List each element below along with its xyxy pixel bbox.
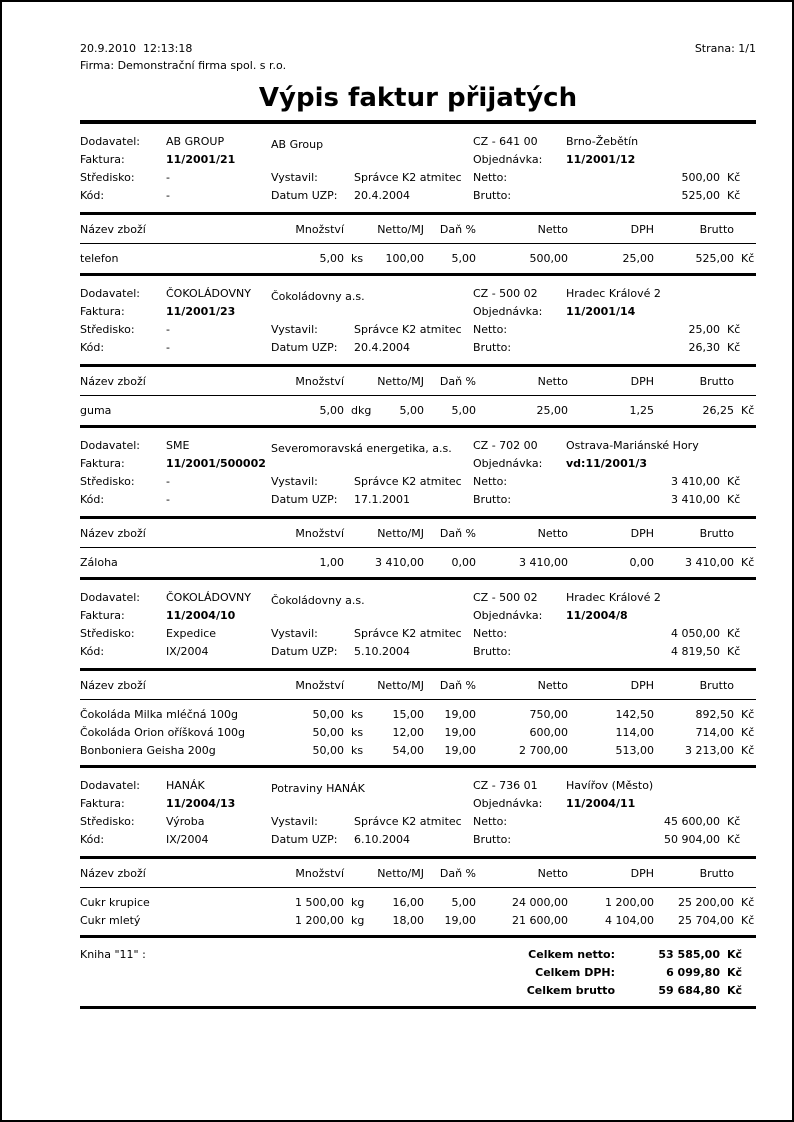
item-dph: 142,50: [615, 708, 654, 721]
col-currency: [734, 215, 756, 244]
item-unit: ks: [351, 708, 364, 721]
code-label: Kód:: [80, 645, 105, 658]
item-name: Čokoláda Milka mléčná 100g: [80, 708, 238, 721]
brutto-label: Brutto:: [473, 493, 512, 506]
items-header-row: [80, 519, 756, 548]
info-row: [80, 473, 756, 491]
item-name: Záloha: [80, 556, 118, 569]
currency: Kč: [727, 645, 741, 658]
code-value: -: [166, 493, 170, 506]
total-brutto-value: 59 684,80: [658, 984, 720, 997]
item-row: [80, 912, 756, 935]
supplier-label: Dodavatel:: [80, 591, 141, 604]
brutto-amount: 525,00: [681, 189, 720, 202]
page-header: [80, 2, 756, 74]
total-dph-label: Celkem DPH:: [535, 966, 615, 979]
info-row: [80, 437, 756, 455]
issuer-value: Správce K2 atmitec: [354, 475, 462, 488]
info-row: [80, 133, 756, 151]
date-uzp-value: 17.1.2001: [354, 493, 410, 506]
invoice-label: Faktura:: [80, 797, 125, 810]
item-qty: 1 500,00: [295, 896, 344, 909]
supplier-name: Čokoládovny a.s.: [271, 594, 365, 607]
total-brutto-row: [527, 982, 756, 1000]
col-name: Název zboží: [80, 375, 146, 388]
invoice-block-5: [80, 768, 756, 938]
issuer-label: Vystavil:: [271, 171, 318, 184]
item-tax: 19,00: [444, 708, 476, 721]
col-brutto: Brutto: [699, 375, 734, 388]
item-currency: Kč: [741, 744, 755, 757]
item-brutto: 714,00: [695, 726, 734, 739]
order-number: 11/2004/8: [566, 609, 628, 622]
col-dph: DPH: [630, 867, 654, 880]
code-label: Kód:: [80, 833, 105, 846]
item-currency: Kč: [741, 252, 755, 265]
item-netto: 21 600,00: [512, 914, 568, 927]
item-brutto: 25 200,00: [678, 896, 734, 909]
center-value: -: [166, 323, 170, 336]
col-brutto: Brutto: [699, 527, 734, 540]
invoice-label: Faktura:: [80, 609, 125, 622]
total-netto-label: Celkem netto:: [528, 948, 615, 961]
col-qty: Množství: [295, 527, 344, 540]
info-row: [80, 169, 756, 187]
col-brutto: Brutto: [699, 223, 734, 236]
item-brutto: 3 213,00: [685, 744, 734, 757]
center-value: Výroba: [166, 815, 205, 828]
item-netto: 2 700,00: [519, 744, 568, 757]
col-netto: Netto: [537, 867, 568, 880]
col-unit: [344, 671, 374, 700]
col-tax: Daň %: [439, 223, 476, 236]
item-dph: 114,00: [615, 726, 654, 739]
invoice-number: 11/2004/13: [166, 797, 236, 810]
currency: Kč: [727, 171, 741, 184]
item-netto: 750,00: [529, 708, 568, 721]
item-qty: 5,00: [319, 252, 344, 265]
issuer-value: Správce K2 atmitec: [354, 323, 462, 336]
netto-amount: 500,00: [681, 171, 720, 184]
currency: Kč: [727, 493, 741, 506]
item-unit: kg: [351, 914, 365, 927]
item-unit: ks: [351, 744, 364, 757]
date-uzp-value: 6.10.2004: [354, 833, 410, 846]
col-netto: Netto: [537, 679, 568, 692]
item-brutto: 892,50: [695, 708, 734, 721]
invoice-number: 11/2001/23: [166, 305, 236, 318]
netto-label: Netto:: [473, 475, 508, 488]
item-dph: 0,00: [629, 556, 654, 569]
total-netto-row: [527, 946, 756, 964]
center-label: Středisko:: [80, 475, 135, 488]
col-dph: DPH: [630, 375, 654, 388]
currency: Kč: [727, 475, 741, 488]
total-dph-value: 6 099,80: [666, 966, 720, 979]
col-unit: [344, 519, 374, 548]
supplier-label: Dodavatel:: [80, 439, 141, 452]
item-currency: Kč: [741, 896, 755, 909]
item-qty: 50,00: [312, 744, 344, 757]
invoice-info: [80, 124, 756, 212]
currency: Kč: [727, 966, 743, 979]
info-row: [80, 321, 756, 339]
item-tax: 19,00: [444, 744, 476, 757]
postal-code: CZ - 641 00: [473, 135, 538, 148]
col-netto-mj: Netto/MJ: [377, 223, 424, 236]
invoice-label: Faktura:: [80, 457, 125, 470]
code-value: -: [166, 189, 170, 202]
supplier-code: SME: [166, 439, 190, 452]
bottom-rule: [80, 1006, 756, 1009]
item-netto: 500,00: [529, 252, 568, 265]
item-currency: Kč: [741, 914, 755, 927]
items-header-row: [80, 367, 756, 396]
items-table: [80, 519, 756, 577]
col-tax: Daň %: [439, 867, 476, 880]
col-unit: [344, 367, 374, 396]
item-name: Čokoláda Orion oříšková 100g: [80, 726, 246, 739]
items-header-row: [80, 215, 756, 244]
center-value: -: [166, 475, 170, 488]
netto-amount: 45 600,00: [664, 815, 720, 828]
col-name: Název zboží: [80, 223, 146, 236]
info-row: [80, 589, 756, 607]
page-number: Strana: 1/1: [694, 42, 756, 55]
item-unit: kg: [351, 896, 365, 909]
report-title: Výpis faktur přijatých: [258, 83, 578, 113]
netto-label: Netto:: [473, 815, 508, 828]
netto-label: Netto:: [473, 323, 508, 336]
col-qty: Množství: [295, 867, 344, 880]
item-unit: [344, 548, 374, 578]
col-currency: [734, 367, 756, 396]
center-value: Expedice: [166, 627, 217, 640]
brutto-amount: 26,30: [688, 341, 720, 354]
brutto-label: Brutto:: [473, 645, 512, 658]
book-label: Kniha "11" :: [80, 948, 146, 961]
date-uzp-label: Datum UZP:: [271, 341, 338, 354]
col-currency: [734, 519, 756, 548]
netto-amount: 4 050,00: [671, 627, 720, 640]
date-uzp-label: Datum UZP:: [271, 493, 338, 506]
brutto-amount: 3 410,00: [671, 493, 720, 506]
city: Hradec Králové 2: [566, 591, 661, 604]
item-name: guma: [80, 404, 112, 417]
item-currency: Kč: [741, 404, 755, 417]
col-name: Název zboží: [80, 867, 146, 880]
code-label: Kód:: [80, 189, 105, 202]
invoice-block-1: [80, 124, 756, 276]
col-currency: [734, 859, 756, 888]
city: Brno-Žebětín: [566, 135, 639, 148]
col-dph: DPH: [630, 679, 654, 692]
netto-amount: 3 410,00: [671, 475, 720, 488]
supplier-code: ČOKOLÁDOVNY: [166, 287, 251, 300]
item-netto-mj: 5,00: [399, 404, 424, 417]
supplier-name: Potraviny HANÁK: [271, 782, 365, 795]
item-netto: 3 410,00: [519, 556, 568, 569]
header-left: [80, 40, 286, 74]
order-number: 11/2001/14: [566, 305, 636, 318]
item-currency: Kč: [741, 726, 755, 739]
brutto-amount: 50 904,00: [664, 833, 720, 846]
item-row: [80, 724, 756, 742]
total-brutto-label: Celkem brutto: [526, 984, 615, 997]
item-row: [80, 396, 756, 426]
items-table: [80, 859, 756, 935]
item-unit: dkg: [351, 404, 372, 417]
item-netto: 600,00: [529, 726, 568, 739]
invoice-number: 11/2001/21: [166, 153, 236, 166]
item-row: [80, 700, 756, 725]
item-tax: 19,00: [444, 914, 476, 927]
info-row: [80, 187, 756, 205]
brutto-label: Brutto:: [473, 189, 512, 202]
invoice-info: [80, 768, 756, 856]
order-label: Objednávka:: [473, 609, 543, 622]
date-uzp-label: Datum UZP:: [271, 645, 338, 658]
date-uzp-value: 5.10.2004: [354, 645, 410, 658]
info-row: [80, 491, 756, 509]
netto-label: Netto:: [473, 627, 508, 640]
col-qty: Množství: [295, 679, 344, 692]
order-number: vd:11/2001/3: [566, 457, 648, 470]
item-unit: ks: [351, 252, 364, 265]
order-number: 11/2004/11: [566, 797, 636, 810]
item-qty: 5,00: [319, 404, 344, 417]
postal-code: CZ - 500 02: [473, 287, 538, 300]
item-dph: 1,25: [629, 404, 654, 417]
currency: Kč: [727, 833, 741, 846]
invoice-label: Faktura:: [80, 153, 125, 166]
invoice-block-3: [80, 428, 756, 580]
netto-label: Netto:: [473, 171, 508, 184]
item-netto-mj: 12,00: [392, 726, 424, 739]
report-datetime: 20.9.2010 12:13:18: [80, 42, 193, 55]
col-qty: Množství: [295, 375, 344, 388]
items-header-row: [80, 671, 756, 700]
totals-list: [527, 946, 756, 1000]
issuer-value: Správce K2 atmitec: [354, 815, 462, 828]
col-name: Název zboží: [80, 679, 146, 692]
item-row: [80, 742, 756, 765]
postal-code: CZ - 500 02: [473, 591, 538, 604]
code-value: IX/2004: [166, 833, 209, 846]
code-value: IX/2004: [166, 645, 209, 658]
item-dph: 1 200,00: [605, 896, 654, 909]
col-tax: Daň %: [439, 375, 476, 388]
col-tax: Daň %: [439, 527, 476, 540]
total-dph-row: [527, 964, 756, 982]
info-row: [80, 813, 756, 831]
item-netto-mj: 18,00: [392, 914, 424, 927]
item-qty: 50,00: [312, 726, 344, 739]
item-netto: 24 000,00: [512, 896, 568, 909]
col-tax: Daň %: [439, 679, 476, 692]
order-label: Objednávka:: [473, 305, 543, 318]
brutto-amount: 4 819,50: [671, 645, 720, 658]
item-tax: 0,00: [451, 556, 476, 569]
supplier-label: Dodavatel:: [80, 287, 141, 300]
col-name: Název zboží: [80, 527, 146, 540]
item-name: Cukr mletý: [80, 914, 141, 927]
issuer-value: Správce K2 atmitec: [354, 171, 462, 184]
supplier-name: AB Group: [271, 138, 324, 151]
col-netto-mj: Netto/MJ: [377, 867, 424, 880]
col-netto: Netto: [537, 527, 568, 540]
items-table: [80, 215, 756, 273]
currency: Kč: [727, 341, 741, 354]
item-dph: 25,00: [622, 252, 654, 265]
col-qty: Množství: [295, 223, 344, 236]
invoice-block-4: [80, 580, 756, 768]
currency: Kč: [727, 627, 741, 640]
code-value: -: [166, 341, 170, 354]
totals-section: [80, 938, 756, 1006]
item-netto-mj: 54,00: [392, 744, 424, 757]
item-brutto: 3 410,00: [685, 556, 734, 569]
info-row: [80, 285, 756, 303]
item-brutto: 25 704,00: [678, 914, 734, 927]
currency: Kč: [727, 189, 741, 202]
issuer-label: Vystavil:: [271, 627, 318, 640]
date-uzp-value: 20.4.2004: [354, 189, 410, 202]
order-number: 11/2001/12: [566, 153, 636, 166]
brutto-label: Brutto:: [473, 341, 512, 354]
item-qty: 50,00: [312, 708, 344, 721]
col-unit: [344, 859, 374, 888]
items-table: [80, 671, 756, 765]
supplier-code: ČOKOLÁDOVNY: [166, 591, 251, 604]
total-netto-value: 53 585,00: [658, 948, 720, 961]
item-qty: 1 200,00: [295, 914, 344, 927]
col-currency: [734, 671, 756, 700]
item-dph: 513,00: [615, 744, 654, 757]
city: Ostrava-Mariánské Hory: [566, 439, 699, 452]
col-dph: DPH: [630, 527, 654, 540]
item-tax: 5,00: [451, 404, 476, 417]
item-brutto: 26,25: [702, 404, 734, 417]
issuer-label: Vystavil:: [271, 323, 318, 336]
netto-amount: 25,00: [688, 323, 720, 336]
info-row: [80, 831, 756, 849]
item-tax: 19,00: [444, 726, 476, 739]
col-brutto: Brutto: [699, 867, 734, 880]
currency: Kč: [727, 984, 743, 997]
invoice-number: 11/2001/500002: [166, 457, 266, 470]
city: Hradec Králové 2: [566, 287, 661, 300]
center-label: Středisko:: [80, 171, 135, 184]
supplier-label: Dodavatel:: [80, 779, 141, 792]
issuer-value: Správce K2 atmitec: [354, 627, 462, 640]
item-name: Cukr krupice: [80, 896, 150, 909]
invoice-number: 11/2004/10: [166, 609, 236, 622]
code-label: Kód:: [80, 493, 105, 506]
info-row: [80, 643, 756, 661]
item-netto-mj: 3 410,00: [375, 556, 424, 569]
invoice-info: [80, 580, 756, 668]
center-label: Středisko:: [80, 627, 135, 640]
item-brutto: 525,00: [695, 252, 734, 265]
col-netto: Netto: [537, 223, 568, 236]
supplier-code: AB GROUP: [166, 135, 225, 148]
item-netto-mj: 16,00: [392, 896, 424, 909]
col-netto: Netto: [537, 375, 568, 388]
currency: Kč: [727, 815, 741, 828]
issuer-label: Vystavil:: [271, 475, 318, 488]
item-tax: 5,00: [451, 252, 476, 265]
invoice-info: [80, 276, 756, 364]
date-uzp-value: 20.4.2004: [354, 341, 410, 354]
item-qty: 1,00: [319, 556, 344, 569]
item-row: [80, 888, 756, 913]
col-netto-mj: Netto/MJ: [377, 679, 424, 692]
supplier-name: Čokoládovny a.s.: [271, 290, 365, 303]
item-currency: Kč: [741, 556, 755, 569]
supplier-label: Dodavatel:: [80, 135, 141, 148]
items-header-row: [80, 859, 756, 888]
item-netto-mj: 15,00: [392, 708, 424, 721]
center-value: -: [166, 171, 170, 184]
brutto-label: Brutto:: [473, 833, 512, 846]
item-name: telefon: [80, 252, 119, 265]
item-dph: 4 104,00: [605, 914, 654, 927]
issuer-label: Vystavil:: [271, 815, 318, 828]
col-brutto: Brutto: [699, 679, 734, 692]
col-dph: DPH: [630, 223, 654, 236]
firm-line: Firma: Demonstrační firma spol. s r.o.: [80, 59, 287, 72]
item-name: Bonboniera Geisha 200g: [80, 744, 216, 757]
invoice-info: [80, 428, 756, 516]
center-label: Středisko:: [80, 323, 135, 336]
supplier-code: HANÁK: [166, 779, 205, 792]
items-table: [80, 367, 756, 425]
item-netto-mj: 100,00: [385, 252, 424, 265]
date-uzp-label: Datum UZP:: [271, 189, 338, 202]
center-label: Středisko:: [80, 815, 135, 828]
info-row: [80, 625, 756, 643]
report-content: [80, 2, 756, 1009]
item-row: [80, 548, 756, 578]
col-netto-mj: Netto/MJ: [377, 375, 424, 388]
city: Havířov (Město): [566, 779, 654, 792]
info-row: [80, 339, 756, 357]
postal-code: CZ - 736 01: [473, 779, 538, 792]
col-unit: [344, 215, 374, 244]
order-label: Objednávka:: [473, 153, 543, 166]
order-label: Objednávka:: [473, 797, 543, 810]
currency: Kč: [727, 948, 743, 961]
invoice-block-2: [80, 276, 756, 428]
item-currency: Kč: [741, 708, 755, 721]
order-label: Objednávka:: [473, 457, 543, 470]
info-row: [80, 777, 756, 795]
currency: Kč: [727, 323, 741, 336]
item-row: [80, 244, 756, 274]
code-label: Kód:: [80, 341, 105, 354]
item-unit: ks: [351, 726, 364, 739]
item-netto: 25,00: [536, 404, 568, 417]
invoice-label: Faktura:: [80, 305, 125, 318]
date-uzp-label: Datum UZP:: [271, 833, 338, 846]
col-netto-mj: Netto/MJ: [377, 527, 424, 540]
item-tax: 5,00: [451, 896, 476, 909]
postal-code: CZ - 702 00: [473, 439, 538, 452]
supplier-name: Severomoravská energetika, a.s.: [271, 442, 452, 455]
